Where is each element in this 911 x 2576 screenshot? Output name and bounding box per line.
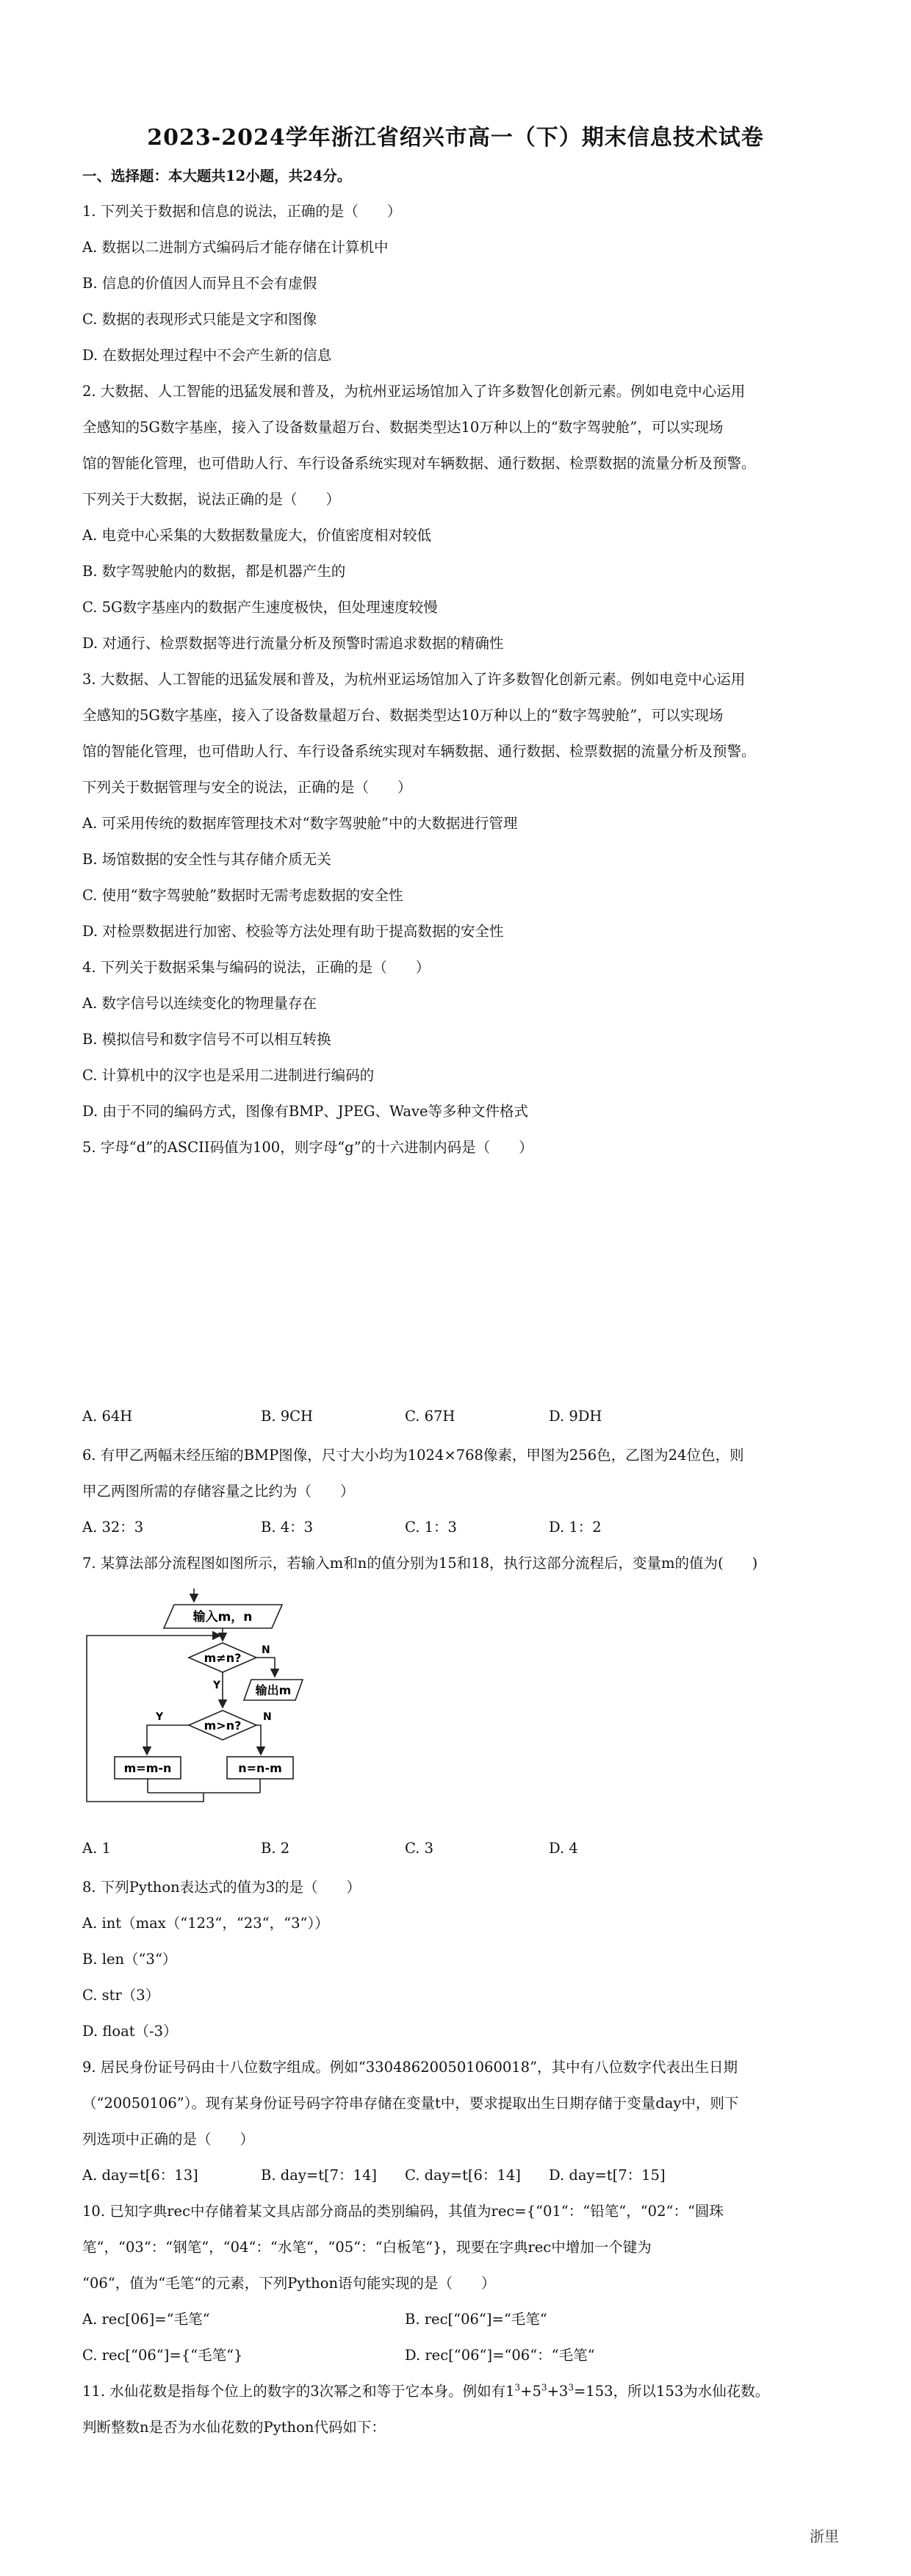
yes-branch-arrow-2 xyxy=(147,1725,189,1755)
input-label: 输入m，n xyxy=(192,1610,253,1625)
q2-stem-line3: 馆的智能化管理，也可借助人行、车行设备系统实现对车辆数据、通行数据、检票数据的流量分析及预警。 xyxy=(82,455,756,472)
q5-stem: 5. 字母“d”的ASCII码值为100，则字母“g”的十六进制内码是（ ） xyxy=(82,1139,533,1156)
q11-stem-line1 xyxy=(82,2380,769,2400)
q10-option-d: D. rec[“06“]=“06“：“毛笔“ xyxy=(405,2347,595,2364)
q8-option-b: B. len（“3“） xyxy=(82,1951,177,1968)
q3-option-d: D. 对检票数据进行加密、校验等方法处理有助于提高数据的安全性 xyxy=(82,923,504,940)
q9-option-a: A. day=t[6：13] xyxy=(82,2167,198,2184)
section-heading: 一、选择题：本大题共12小题，共24分。 xyxy=(82,168,352,184)
q7-option-b: B. 2 xyxy=(261,1840,290,1857)
condition-2-label: m>n? xyxy=(204,1719,242,1733)
q3-stem-line2: 全感知的5G数字基座，接入了设备数量超万台、数据类型达10万种以上的“数字驾驶舱”，可以实现场 xyxy=(82,707,724,724)
q9-option-d: D. day=t[7：15] xyxy=(549,2167,666,2184)
q6-stem-line2: 甲乙两图所需的存储容量之比约为（ ） xyxy=(82,1483,355,1500)
page-footer: 浙里 xyxy=(810,2528,839,2545)
q5-option-a: A. 64H xyxy=(82,1408,133,1425)
q4-option-d: D. 由于不同的编码方式，图像有BMP、JPEG、Wave等多种文件格式 xyxy=(82,1103,529,1120)
q10-option-a: A. rec[06]=“毛笔“ xyxy=(82,2311,210,2328)
q4-stem: 4. 下列关于数据采集与编码的说法，正确的是（ ） xyxy=(82,959,431,976)
q11-plus-1: +5 xyxy=(520,2383,541,2400)
q9-stem-line1: 9. 居民身份证号码由十八位数字组成。例如“330486200501060018”，其中有八位数字代表出生日期 xyxy=(82,2059,738,2076)
q10-stem-line1: 10. 已知字典rec中存储着某文具店部分商品的类别编码，其值为rec={“01“：“铅笔“，“02“：“圆珠 xyxy=(82,2203,724,2220)
q6-stem-line1: 6. 有甲乙两幅未经压缩的BMP图像，尺寸大小均为1024×768像素，甲图为256色，乙图为24位色，则 xyxy=(82,1447,744,1464)
q6-option-a: A. 32：3 xyxy=(82,1519,144,1536)
algorithm-flowchart xyxy=(82,1587,310,1807)
q9-stem-line2: （“20050106”）。现有某身份证号码字符串存储在变量t中，要求提取出生日期存储于变量day中，则下 xyxy=(82,2095,739,2112)
q11-text-b: =153，所以153为水仙花数。 xyxy=(573,2383,770,2400)
q11-exp-3: 3 xyxy=(568,2382,574,2393)
q5-option-d: D. 9DH xyxy=(549,1408,602,1425)
q11-plus-2: +3 xyxy=(547,2383,569,2400)
q10-option-b: B. rec[“06“]=“毛笔“ xyxy=(405,2311,547,2328)
q2-option-c: C. 5G数字基座内的数据产生速度极快，但处理速度较慢 xyxy=(82,599,438,616)
process-left-label: m=m-n xyxy=(123,1761,172,1775)
no-branch-arrow-2 xyxy=(256,1725,261,1755)
q8-stem: 8. 下列Python表达式的值为3的是（ ） xyxy=(82,1879,361,1896)
q10-stem-line3: “06“，值为“毛笔“的元素，下列Python语句能实现的是（ ） xyxy=(82,2275,496,2292)
no-label-2: N xyxy=(263,1711,272,1723)
q1-option-d: D. 在数据处理过程中不会产生新的信息 xyxy=(82,347,332,364)
q9-stem-line3: 列选项中正确的是（ ） xyxy=(82,2131,255,2148)
q9-option-b: B. day=t[7：14] xyxy=(261,2167,377,2184)
q11-stem-line2: 判断整数n是否为水仙花数的Python代码如下： xyxy=(82,2419,386,2436)
q6-option-d: D. 1：2 xyxy=(549,1519,602,1536)
q10-option-c: C. rec[“06“]={“毛笔“} xyxy=(82,2347,243,2364)
exam-title: 2023-2024学年浙江省绍兴市高一（下）期末信息技术试卷 xyxy=(147,125,764,151)
q6-option-b: B. 4：3 xyxy=(261,1519,314,1536)
condition-1-label: m≠n? xyxy=(204,1651,242,1665)
q2-stem-line2: 全感知的5G数字基座，接入了设备数量超万台、数据类型达10万种以上的“数字驾驶舱”，可以实现场 xyxy=(82,419,724,436)
q5-option-c: C. 67H xyxy=(405,1408,455,1425)
q8-option-d: D. float（-3） xyxy=(82,2023,178,2040)
q7-option-a: A. 1 xyxy=(82,1840,111,1857)
q8-option-a: A. int（max（“123“，“23“，“3“）） xyxy=(82,1915,329,1932)
q3-option-c: C. 使用“数字驾驶舱”数据时无需考虑数据的安全性 xyxy=(82,887,403,904)
q1-option-a: A. 数据以二进制方式编码后才能存储在计算机中 xyxy=(82,239,389,256)
q1-option-c: C. 数据的表现形式只能是文字和图像 xyxy=(82,311,317,328)
q2-stem-line4: 下列关于大数据，说法正确的是（ ） xyxy=(82,491,341,508)
q6-option-c: C. 1：3 xyxy=(405,1519,457,1536)
q4-option-b: B. 模拟信号和数字信号不可以相互转换 xyxy=(82,1031,331,1048)
q9-option-c: C. day=t[6：14] xyxy=(405,2167,521,2184)
q7-option-c: C. 3 xyxy=(405,1840,434,1857)
q11-exp-2: 3 xyxy=(541,2382,547,2393)
q11-text-a: 11. 水仙花数是指每个位上的数字的3次幂之和等于它本身。例如有1 xyxy=(82,2383,515,2400)
q5-option-b: B. 9CH xyxy=(261,1408,314,1425)
q10-stem-line2: 笔“，“03“：“钢笔“，“04“：“水笔“，“05“：“白板笔“}，现要在字典rec中增加一个键为 xyxy=(82,2239,652,2256)
q8-option-c: C. str（3） xyxy=(82,1987,160,2004)
q7-option-d: D. 4 xyxy=(549,1840,578,1857)
q3-option-b: B. 场馆数据的安全性与其存储介质无关 xyxy=(82,851,331,868)
q1-stem: 1. 下列关于数据和信息的说法，正确的是（ ） xyxy=(82,203,402,220)
q2-option-b: B. 数字驾驶舱内的数据，都是机器产生的 xyxy=(82,563,346,580)
process-right-label: n=n-m xyxy=(238,1761,282,1775)
q11-exp-1: 3 xyxy=(514,2382,521,2393)
q2-option-a: A. 电竞中心采集的大数据数量庞大，价值密度相对较低 xyxy=(82,527,431,544)
q3-option-a: A. 可采用传统的数据库管理技术对“数字驾驶舱”中的大数据进行管理 xyxy=(82,815,518,832)
no-branch-arrow xyxy=(256,1658,275,1677)
q3-stem-line4: 下列关于数据管理与安全的说法，正确的是（ ） xyxy=(82,779,412,796)
q4-option-a: A. 数字信号以连续变化的物理量存在 xyxy=(82,995,317,1012)
q3-stem-line3: 馆的智能化管理，也可借助人行、车行设备系统实现对车辆数据、通行数据、检票数据的流量分析及预警。 xyxy=(82,743,756,760)
q4-option-c: C. 计算机中的汉字也是采用二进制进行编码的 xyxy=(82,1067,375,1084)
q3-stem-line1: 3. 大数据、人工智能的迅猛发展和普及，为杭州亚运场馆加入了许多数智化创新元素。例如电竞中心运用 xyxy=(82,671,746,688)
q7-stem: 7. 某算法部分流程图如图所示，若输入m和n的值分别为15和18，执行这部分流程后，变量m的值为( ) xyxy=(82,1555,758,1572)
q1-option-b: B. 信息的价值因人而异且不会有虚假 xyxy=(82,275,317,292)
yes-label-2: Y xyxy=(156,1711,164,1723)
yes-label-1: Y xyxy=(213,1680,221,1691)
q2-stem-line1: 2. 大数据、人工智能的迅猛发展和普及，为杭州亚运场馆加入了许多数智化创新元素。例如电竞中心运用 xyxy=(82,383,746,400)
q2-option-d: D. 对通行、检票数据等进行流量分析及预警时需追求数据的精确性 xyxy=(82,635,504,652)
output-label: 输出m xyxy=(255,1683,292,1697)
no-label-1: N xyxy=(262,1644,270,1656)
